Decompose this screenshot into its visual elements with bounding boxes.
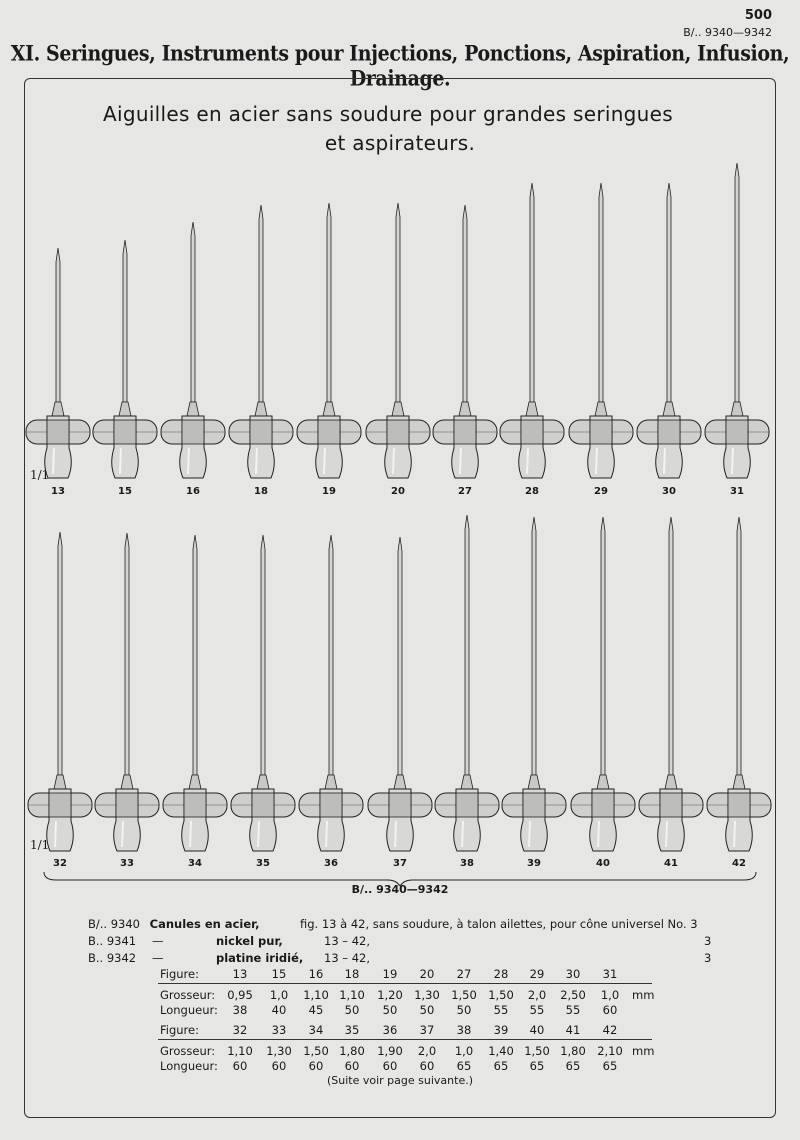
table1-grosseur-cell: 2,0 <box>527 988 547 1002</box>
needle-figure-16 <box>161 222 225 478</box>
table2-grosseur-cell: 2,10 <box>597 1044 623 1058</box>
product-code: B.. 9342 <box>88 951 137 965</box>
table2-longueur-cell: 65 <box>493 1059 509 1073</box>
table1-longueur-cell: 55 <box>529 1003 545 1017</box>
table2-grosseur-cell: 1,0 <box>454 1044 474 1058</box>
table1-grosseur-cell: 1,50 <box>488 988 514 1002</box>
figure-number-13: 13 <box>51 486 65 497</box>
figure-number-34: 34 <box>188 858 202 869</box>
table2-grosseur-cell: 1,80 <box>560 1044 586 1058</box>
figure-number-41: 41 <box>664 858 678 869</box>
table2-figure-cell: 40 <box>529 1023 545 1037</box>
table2-longueur-cell: 60 <box>308 1059 324 1073</box>
needle-figure-40 <box>571 517 635 851</box>
scale-label-row2: 1/1 <box>30 838 50 852</box>
unit-mm-t1: mm <box>632 988 655 1002</box>
table2-longueur-cell: 60 <box>232 1059 248 1073</box>
figure-number-37: 37 <box>393 858 407 869</box>
product-figures: 13 – 42, <box>324 934 370 948</box>
table2-longueur-cell: 65 <box>602 1059 618 1073</box>
figure-number-20: 20 <box>391 486 405 497</box>
table2-figure-cell: 33 <box>271 1023 287 1037</box>
needle-figure-15 <box>93 240 157 478</box>
product-line-9342 <box>88 951 712 965</box>
table1-longueur-cell: 40 <box>271 1003 287 1017</box>
product-qty: 3 <box>704 934 712 948</box>
product-dash: — <box>152 934 164 948</box>
table2-figure-cell: 32 <box>232 1023 248 1037</box>
table2-figure-cell: 42 <box>602 1023 618 1037</box>
table2-figure-cell: 41 <box>565 1023 581 1037</box>
table2-grosseur-cell: 1,40 <box>488 1044 514 1058</box>
figure-number-29: 29 <box>594 486 608 497</box>
table2-figure-cell: 36 <box>382 1023 398 1037</box>
longueur-label-t2: Longueur: <box>160 1059 218 1073</box>
needle-figure-36 <box>299 535 363 851</box>
table1-grosseur-cell: 1,0 <box>269 988 289 1002</box>
table1-figure-cell: 13 <box>232 967 248 981</box>
table1-grosseur-cell: 1,50 <box>451 988 477 1002</box>
table2-figure-cell: 35 <box>344 1023 360 1037</box>
table1-longueur-cell: 50 <box>382 1003 398 1017</box>
needle-figure-33 <box>95 533 159 851</box>
table1-longueur-cell: 38 <box>232 1003 248 1017</box>
table2-figure-cell: 37 <box>419 1023 435 1037</box>
table1-longueur-cell: 55 <box>565 1003 581 1017</box>
table2-longueur-cell: 65 <box>456 1059 472 1073</box>
product-figures: fig. 13 à 42, sans soudure, à talon ailettes, pour cône universel No. 3 <box>300 917 698 931</box>
table1-longueur-cell: 45 <box>308 1003 324 1017</box>
figure-number-31: 31 <box>730 486 744 497</box>
figure-number-30: 30 <box>662 486 676 497</box>
table2-longueur-cell: 65 <box>565 1059 581 1073</box>
product-dash: — <box>152 951 164 965</box>
table1-figure-cell: 20 <box>419 967 435 981</box>
figure-number-36: 36 <box>324 858 338 869</box>
grosseur-label-t1: Grosseur: <box>160 988 216 1002</box>
footer-note: (Suite voir page suivante.) <box>326 1074 473 1087</box>
grosseur-label-t2: Grosseur: <box>160 1044 216 1058</box>
needle-figure-13 <box>26 248 90 478</box>
table2-grosseur-cell: 1,80 <box>339 1044 365 1058</box>
figure-number-33: 33 <box>120 858 134 869</box>
rule-t1 <box>158 983 652 984</box>
figure-number-15: 15 <box>118 486 132 497</box>
figure-number-39: 39 <box>527 858 541 869</box>
needle-figure-34 <box>163 535 227 851</box>
figure-number-38: 38 <box>460 858 474 869</box>
product-code: B.. 9341 <box>88 934 137 948</box>
table1-longueur-cell: 50 <box>344 1003 360 1017</box>
figure-number-28: 28 <box>525 486 539 497</box>
table2-longueur-cell: 65 <box>529 1059 545 1073</box>
table1-figure-cell: 29 <box>529 967 545 981</box>
product-name: nickel pur, <box>216 934 283 948</box>
scale-label-row1: 1/1 <box>30 468 50 482</box>
needle-figure-31 <box>705 163 769 478</box>
table2-longueur-cell: 60 <box>344 1059 360 1073</box>
needle-figure-30 <box>637 183 701 478</box>
product-name: platine iridié, <box>216 951 304 965</box>
needle-figure-42 <box>707 517 771 851</box>
table1-figure-cell: 30 <box>565 967 581 981</box>
rule-t2 <box>158 1039 652 1040</box>
figure-number-18: 18 <box>254 486 268 497</box>
table2-grosseur-cell: 1,30 <box>266 1044 292 1058</box>
chapter-title: XI. Seringues, Instruments pour Injections, Ponctions, Aspiration, Infusion, Drainage. <box>10 40 790 92</box>
figure-label-t1: Figure: <box>160 967 199 981</box>
needle-figure-27 <box>433 205 497 478</box>
table1-figure-cell: 19 <box>382 967 398 981</box>
table2-grosseur-cell: 1,50 <box>303 1044 329 1058</box>
table1-figure-cell: 27 <box>456 967 472 981</box>
product-code: B/.. 9340 <box>88 917 140 931</box>
unit-mm-t2: mm <box>632 1044 655 1058</box>
table1-grosseur-cell: 1,30 <box>414 988 440 1002</box>
catalog-reference: B/.. 9340—9342 <box>683 26 772 39</box>
table2-grosseur-cell: 1,90 <box>377 1044 403 1058</box>
product-figures: 13 – 42, <box>324 951 370 965</box>
figure-number-35: 35 <box>256 858 270 869</box>
table1-grosseur-cell: 1,20 <box>377 988 403 1002</box>
table1-figure-cell: 31 <box>602 967 618 981</box>
table2-figure-cell: 34 <box>308 1023 324 1037</box>
table1-figure-cell: 16 <box>308 967 324 981</box>
section-heading-line-2: et aspirateurs. <box>324 131 476 155</box>
table1-longueur-cell: 50 <box>456 1003 472 1017</box>
table1-grosseur-cell: 2,50 <box>560 988 586 1002</box>
figure-number-27: 27 <box>458 486 472 497</box>
needle-figure-28 <box>500 183 564 478</box>
needle-figure-38 <box>435 515 499 851</box>
table1-grosseur-cell: 1,10 <box>303 988 329 1002</box>
table2-longueur-cell: 60 <box>271 1059 287 1073</box>
table1-figure-cell: 15 <box>271 967 287 981</box>
needle-figure-32 <box>28 532 92 851</box>
table1-longueur-cell: 55 <box>493 1003 509 1017</box>
needle-figure-41 <box>639 517 703 851</box>
needle-figure-37 <box>368 537 432 851</box>
product-line-9341 <box>88 934 712 948</box>
needle-figure-19 <box>297 203 361 478</box>
product-qty: 3 <box>704 951 712 965</box>
table1-grosseur-cell: 1,0 <box>600 988 620 1002</box>
table2-longueur-cell: 60 <box>419 1059 435 1073</box>
table2-grosseur-cell: 1,10 <box>227 1044 253 1058</box>
bracket-reference: B/.. 9340—9342 <box>351 883 449 896</box>
figure-number-16: 16 <box>186 486 200 497</box>
figure-number-42: 42 <box>732 858 746 869</box>
needle-figure-20 <box>366 203 430 478</box>
section-heading-line-1: Aiguilles en acier sans soudure pour grandes seringues <box>103 102 673 126</box>
needle-figure-39 <box>502 517 566 851</box>
table1-figure-cell: 18 <box>344 967 360 981</box>
table2-figure-cell: 38 <box>456 1023 472 1037</box>
product-line-9340 <box>88 917 698 931</box>
table1-grosseur-cell: 0,95 <box>227 988 253 1002</box>
needle-figure-35 <box>231 535 295 851</box>
longueur-label-t1: Longueur: <box>160 1003 218 1017</box>
figure-number-19: 19 <box>322 486 336 497</box>
table1-longueur-cell: 50 <box>419 1003 435 1017</box>
figure-number-40: 40 <box>596 858 610 869</box>
needle-figure-29 <box>569 183 633 478</box>
product-name: Canules en acier, <box>149 917 260 931</box>
needle-figure-18 <box>229 205 293 478</box>
table2-longueur-cell: 60 <box>382 1059 398 1073</box>
table2-grosseur-cell: 2,0 <box>417 1044 437 1058</box>
table2-grosseur-cell: 1,50 <box>524 1044 550 1058</box>
page-number: 500 <box>744 8 772 23</box>
table1-figure-cell: 28 <box>493 967 509 981</box>
table1-grosseur-cell: 1,10 <box>339 988 365 1002</box>
figure-number-32: 32 <box>53 858 67 869</box>
figure-label-t2: Figure: <box>160 1023 199 1037</box>
table2-figure-cell: 39 <box>493 1023 509 1037</box>
table1-longueur-cell: 60 <box>602 1003 618 1017</box>
